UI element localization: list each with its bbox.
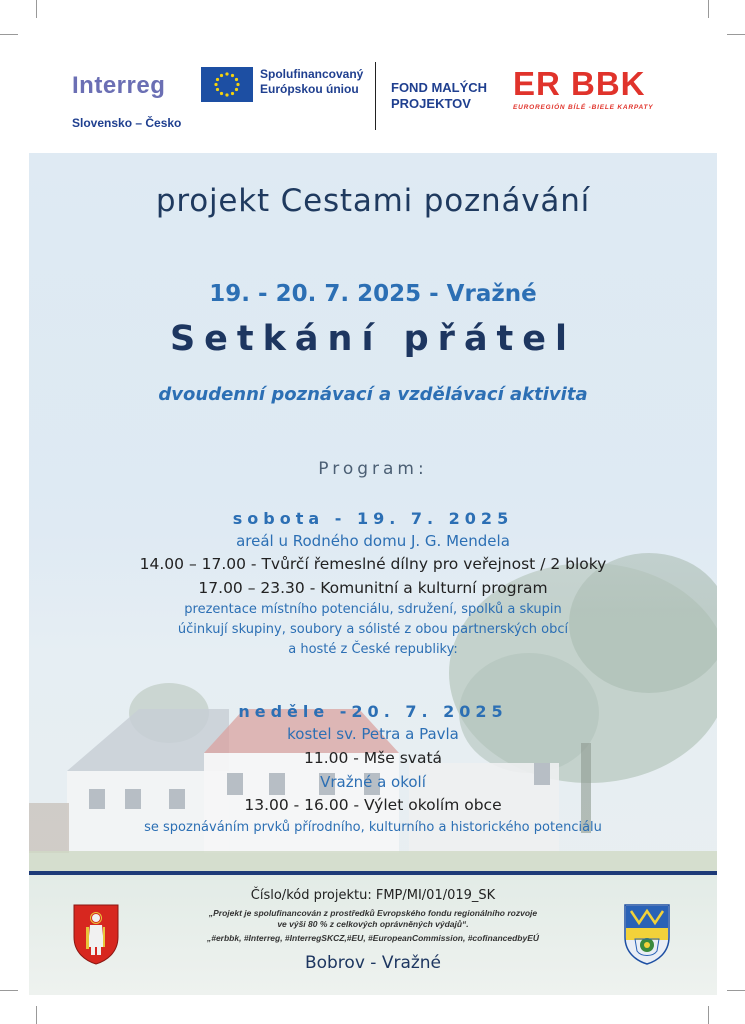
footer-divider <box>29 871 717 875</box>
saturday-item: 17.00 – 23.30 - Komunitní a kulturní program <box>198 579 548 597</box>
eu-text-line: Európskou úniou <box>260 82 359 96</box>
funding-note-line: ve výši 80 % z celkových oprávněných výdajů“. <box>277 919 469 929</box>
interreg-logo: Interreg <box>72 72 166 99</box>
sunday-note: se spoznáváním prvků přírodního, kulturního a historického potenciálu <box>144 820 602 835</box>
eu-text-line: Spolufinancovaný <box>260 67 364 81</box>
vrazne-coat-of-arms-icon <box>623 903 671 969</box>
saturday-note: prezentace místního potenciálu, sdružení, spolků a skupin <box>184 602 562 617</box>
saturday-venue: areál u Rodného domu J. G. Mendela <box>236 532 510 550</box>
event-name: Setkání přátel <box>169 319 577 359</box>
interreg-region-label: Slovensko – Česko <box>72 116 182 130</box>
fond-malych-projektov-label <box>391 80 487 112</box>
funding-note <box>29 908 717 930</box>
eu-cofinancing-text <box>260 67 363 97</box>
event-subtitle: dvoudenní poznávací a vzdělávací aktivita <box>158 384 588 405</box>
event-date: 19. - 20. 7. 2025 - Vražné <box>209 281 537 307</box>
saturday-item: 14.00 – 17.00 - Tvůrčí řemeslné dílny pro veřejnost / 2 bloky <box>139 555 607 573</box>
logo-header <box>0 0 745 153</box>
header-divider <box>375 62 376 130</box>
fond-text-line: FOND MALÝCH <box>391 80 488 95</box>
fond-text-line: PROJEKTOV <box>391 96 471 111</box>
eu-flag-icon <box>201 67 253 102</box>
program-heading: Program: <box>318 459 428 479</box>
sunday-heading: neděle -20. 7. 2025 <box>238 702 508 721</box>
poster-panel <box>29 153 717 995</box>
saturday-heading: sobota - 19. 7. 2025 <box>232 509 514 528</box>
partner-villages: Bobrov - Vražné <box>304 953 442 973</box>
sunday-venue: kostel sv. Petra a Pavla <box>287 725 459 743</box>
hashtags: „#erbbk, #Interreg, #InterregSKCZ,#EU, #EuropeanCommission, #cofinancedbyEÚ <box>206 933 540 943</box>
sunday-venue: Vražné a okolí <box>320 773 426 791</box>
sunday-item: 11.00 - Mše svatá <box>303 749 443 767</box>
er-bbk-logo: ER BBK <box>513 65 646 102</box>
saturday-note: a hosté z České republiky: <box>288 642 458 657</box>
crop-mark <box>0 990 18 991</box>
sunday-item: 13.00 - 16.00 - Výlet okolím obce <box>244 796 502 814</box>
saturday-note: účinkují skupiny, soubory a sólisté z obou partnerských obcí <box>177 622 569 637</box>
crop-mark <box>727 990 745 991</box>
funding-note-line: „Projekt je spolufinancován z prostředků Evropského fondu regionálního rozvoje <box>208 908 538 918</box>
crop-mark <box>708 1006 709 1024</box>
project-code: Číslo/kód projektu: FMP/MI/01/019_SK <box>250 888 496 903</box>
project-title: projekt Cestami poznávání <box>155 183 591 219</box>
crop-mark <box>36 1006 37 1024</box>
er-bbk-subtitle: EUROREGIÓN BÍLÉ -BIELE KARPATY <box>513 104 654 111</box>
